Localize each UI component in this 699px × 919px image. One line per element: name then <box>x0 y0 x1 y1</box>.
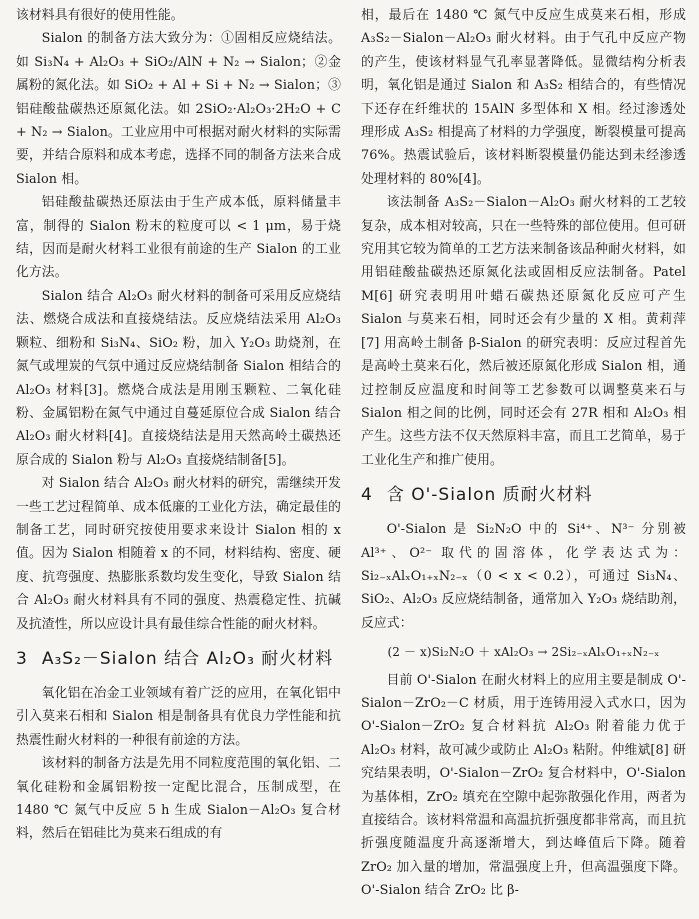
section-heading-4 <box>361 482 686 508</box>
paragraph: 相，最后在 1480 ℃ 氮气中反应生成莫来石相，形成 A₃S₂－Sialon－Al₂O₃ 耐火材料。由于气孔中反应产物的产生，使该材料显气孔率显著降低。显微结构分析表明，氧化铝是通过 Sialon 和 A₃S₂ 相结合的，有些情况下还存在纤维状的 15AlN 多型体和 X 相。经过渗透处理形成 A₃S₂ 相提高了材料的力学强度，断裂模量可提高 76%。热震试验后，该材料断裂模量仍能达到未经渗透处理材料的 80%[4]。 <box>361 8 686 187</box>
paragraph: Sialon 的制备方法大致分为：①固相反应烧结法。如 Si₃N₄ + Al₂O₃ + SiO₂/AlN + N₂ → Sialon；②金属粉的氮化法。如 SiO₂ + Al + Si + N₂ → Sialon；③铝硅酸盐碳热还原氮化法。如 2SiO₂·Al₂O₃·2H₂O + C + N₂ → Sialon。工业应用中可根据对耐火材料的实际需要，并结合原料和成本考虑，选择不同的制备方法来合成 Sialon 相。 <box>16 31 341 187</box>
paragraph: 目前 O'-Sialon 在耐火材料上的应用主要是制成 O'-Sialon－ZrO₂－C 材质，用于连铸用浸入式水口，因为 O'-Sialon－ZrO₂ 复合材料抗 Al₂O₃ 附着能力优于 Al₂O₃ 材料，故可减少或防止 Al₂O₃ 粘附。仲维斌[8] 研究结果表明，O'-Sialon－ZrO₂ 复合材料中，O'-Sialon 为基体相，ZrO₂ 填充在空隙中起弥散强化作用，两者为直接结合。该材料常温和高温抗折强度都非常高，而且抗折强度随温度升高逐渐增大，到达峰值后下降。随着 ZrO₂ 加入量的增加，常温强度上升，但高温强度下降。O'-Sialon 结合 ZrO₂ 比 β- <box>361 672 686 899</box>
paragraph: 铝硅酸盐碳热还原法由于生产成本低，原料储量丰富，制得的 Sialon 粉末的粒度可以 < 1 μm，易于烧结，因而是耐火材料工业很有前途的生产 Sialon 的工业化方法。 <box>16 195 341 281</box>
left-column <box>16 4 341 846</box>
section-number: 3 <box>16 648 28 669</box>
right-column <box>361 4 686 903</box>
paragraph: 氧化铝在冶金工业领域有着广泛的应用，在氧化铝中引入莫来石相和 Sialon 相是制备具有优良力学性能和抗热震性耐火材料的一种很有前途的方法。 <box>16 685 341 748</box>
section-number: 4 <box>361 485 373 506</box>
paragraph: 该法制备 A₃S₂－Sialon－Al₂O₃ 耐火材料的工艺较复杂，成本相对较高，只在一些特殊的部位使用。但可研究用其它较为简单的工艺方法来制备该品种耐火材料，如用铝硅酸盐碳热还原氮化法或固相反应法制备。Patel M[6] 研究表明用叶蜡石碳热还原氮化反应可产生 Sialon 与莫来石相，同时还会有少量的 X 相。黄莉萍[7] 用高岭土制备 β-Sialon 的研究表明：反应过程首先是高岭土莫来石化，然后被还原氮化形成 Sialon 相，通过控制反应温度和时间等工艺参数可以调整莫来石与 Sialon 相之间的比例，同时还会有 27R 相和 Al₂O₃ 相产生。这些方法不仅天然原料丰富，而且工艺简单，易于工业化生产和推广使用。 <box>361 195 686 468</box>
paragraph: O'-Sialon 是 Si₂N₂O 中的 Si⁴⁺、N³⁻ 分别被 Al³⁺、O²⁻ 取代的固溶体，化学表达式为：Si₂₋ₓAlₓO₁₊ₓN₂₋ₓ（0 < x < 0.2），可通过 Si₃N₄、SiO₂、Al₂O₃ 反应烧结制备，通常加入 Y₂O₃ 烧结助剂，反应式： <box>361 522 686 631</box>
paragraph: 该材料的制备方法是先用不同粒度范围的氧化铝、二氧化硅粉和金属铝粉按一定配比混合，压制成型，在 1480 ℃ 氮气中反应 5 h 生成 Sialon－Al₂O₃ 复合材料，然后在铝硅比为莫来石组成的有 <box>16 756 341 842</box>
section-title: A₃S₂－Sialon 结合 Al₂O₃ 耐火材料 <box>41 648 334 669</box>
section-title: 含 O'-Sialon 质耐火材料 <box>386 485 593 506</box>
paragraph: Sialon 结合 Al₂O₃ 耐火材料的制备可采用反应烧结法、燃烧合成法和直接烧结法。反应烧结法采用 Al₂O₃ 颗粒、细粉和 Si₃N₄、SiO₂ 粉，加入 Y₂O₃ 助烧剂，在氮气或埋炭的气氛中通过反应烧结制备 Sialon 相结合的 Al₂O₃ 材料[3]。燃烧合成法是用刚玉颗粒、二氧化硅粉、金属铝粉在氮气中通过自蔓延原位合成 Sialon 结合 Al₂O₃ 耐火材料[4]。直接烧结法是用天然高岭土碳热还原合成的 Sialon 粉与 Al₂O₃ 直接烧结制备[5]。 <box>16 288 341 468</box>
section-heading-3 <box>16 646 341 672</box>
paragraph: 对 Sialon 结合 Al₂O₃ 耐火材料的研究，需继续开发一些工艺过程简单、成本低廉的工业化方法，确定最佳的制备工艺，同时研究按使用要求来设计 Sialon 相的 x 值。因为 Sialon 相随着 x 的不同，材料结构、密度、硬度、抗弯强度、热膨胀系数均发生变化，导致 Sialon 结合 Al₂O₃ 耐火材料具有不同的强度、热震稳定性、抗碱及抗渣性，所以应设计具有最佳综合性能的耐火材料。 <box>16 476 341 632</box>
paragraph: 该材料具有很好的使用性能。 <box>16 8 184 23</box>
reaction-equation: (2 － x)Si₂N₂O ＋ xAl₂O₃ → 2Si₂₋ₓAlₓO₁₊ₓN₂₋ₓ <box>387 645 660 660</box>
